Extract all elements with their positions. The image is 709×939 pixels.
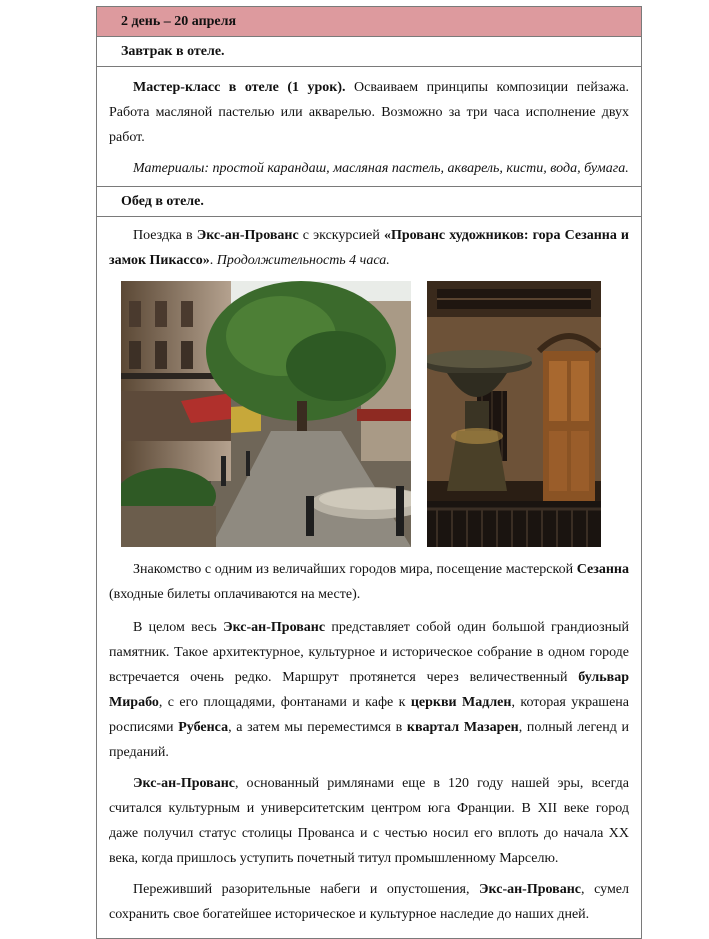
street-photo [121, 281, 411, 547]
trip-tour: «Прованс художников: гора Сезанна и замок Пикассо» [109, 228, 630, 268]
lunch-row [97, 187, 641, 217]
p2-f: церкви Мадлен [410, 695, 512, 710]
masterclass-text: Осваиваем принципы композиции пейзажа. Работа масляной пастелью или акварелью. Возможно за три часа исполнение двух работ. [109, 80, 629, 145]
p2-g: , которая украшена росписями [109, 695, 629, 735]
p2-a: В целом весь [133, 620, 224, 635]
p1-c: (входные билеты оплачиваются на месте). [109, 587, 361, 602]
p2-d: бульвар Мирабо [109, 670, 629, 710]
trip-row [97, 217, 641, 939]
p2-j: квартал Мазарен [406, 720, 519, 735]
trip-duration: Продолжительность 4 часа. [216, 253, 390, 268]
p1-a: Знакомство с одним из величайших городов мира, посещение мастерской [133, 562, 577, 577]
p2-h: Рубенса [178, 720, 229, 735]
paragraph-heritage [109, 877, 629, 927]
p1-b: Сезанна [576, 562, 629, 577]
itinerary-table [96, 6, 642, 939]
day-header [97, 7, 641, 37]
materials-text: Материалы: простой карандаш, масляная пастель, акварель, кисти, вода, бумага. [133, 161, 629, 176]
trip-city: Экс-ан-Прованс [196, 228, 299, 243]
masterclass-paragraph [109, 67, 629, 150]
trip-paragraph [109, 217, 629, 273]
fountain-photo [427, 281, 601, 547]
lunch-text: Обед в отеле. [121, 194, 204, 209]
masterclass-row [97, 67, 641, 187]
p2-e: , с его площадями, фонтанами и кафе к [158, 695, 411, 710]
trip-dot: . [209, 253, 217, 268]
p4-a: Переживший разорительные набеги и опустошения, [133, 882, 480, 897]
p2-c: представляет собой один большой грандиозный памятник. Такое архитектурное, культурное и историческое собрание в одном городе встречается очень редко. Маршрут протянется через величественный [109, 620, 629, 685]
trip-pre: Поездка в [133, 228, 197, 243]
paragraph-city [109, 615, 629, 765]
p3-a: Экс-ан-Прованс [133, 776, 235, 791]
breakfast-row [97, 37, 641, 67]
p2-k: , полный легенд и преданий. [109, 720, 629, 760]
photos-block [109, 281, 629, 551]
breakfast-text: Завтрак в отеле. [121, 44, 225, 59]
p4-c: , сумел сохранить свое богатейшее историческое и культурное наследие до наших дней. [109, 882, 630, 922]
p2-i: , а затем мы переместимся в [228, 720, 407, 735]
p4-b: Экс-ан-Прованс [479, 882, 582, 897]
masterclass-title: Мастер-класс в отеле (1 урок). [133, 80, 346, 95]
day-header-text: 2 день – 20 апреля [121, 14, 237, 29]
street-photo-image [121, 281, 411, 547]
trip-mid: с экскурсией [298, 228, 384, 243]
paragraph-cezanne [109, 557, 629, 607]
p3-b: , основанный римлянами еще в 120 году нашей эры, всегда считался культурным и университетским центром юга Франции. В XII веке город даже получил статус столицы Прованса и с честью носил его вплоть до начала XX века, когда пришлось уступить почетный титул промышленному Марселю. [109, 776, 629, 866]
fountain-photo-image [427, 281, 601, 547]
p2-b: Экс-ан-Прованс [223, 620, 326, 635]
paragraph-history [109, 771, 629, 871]
